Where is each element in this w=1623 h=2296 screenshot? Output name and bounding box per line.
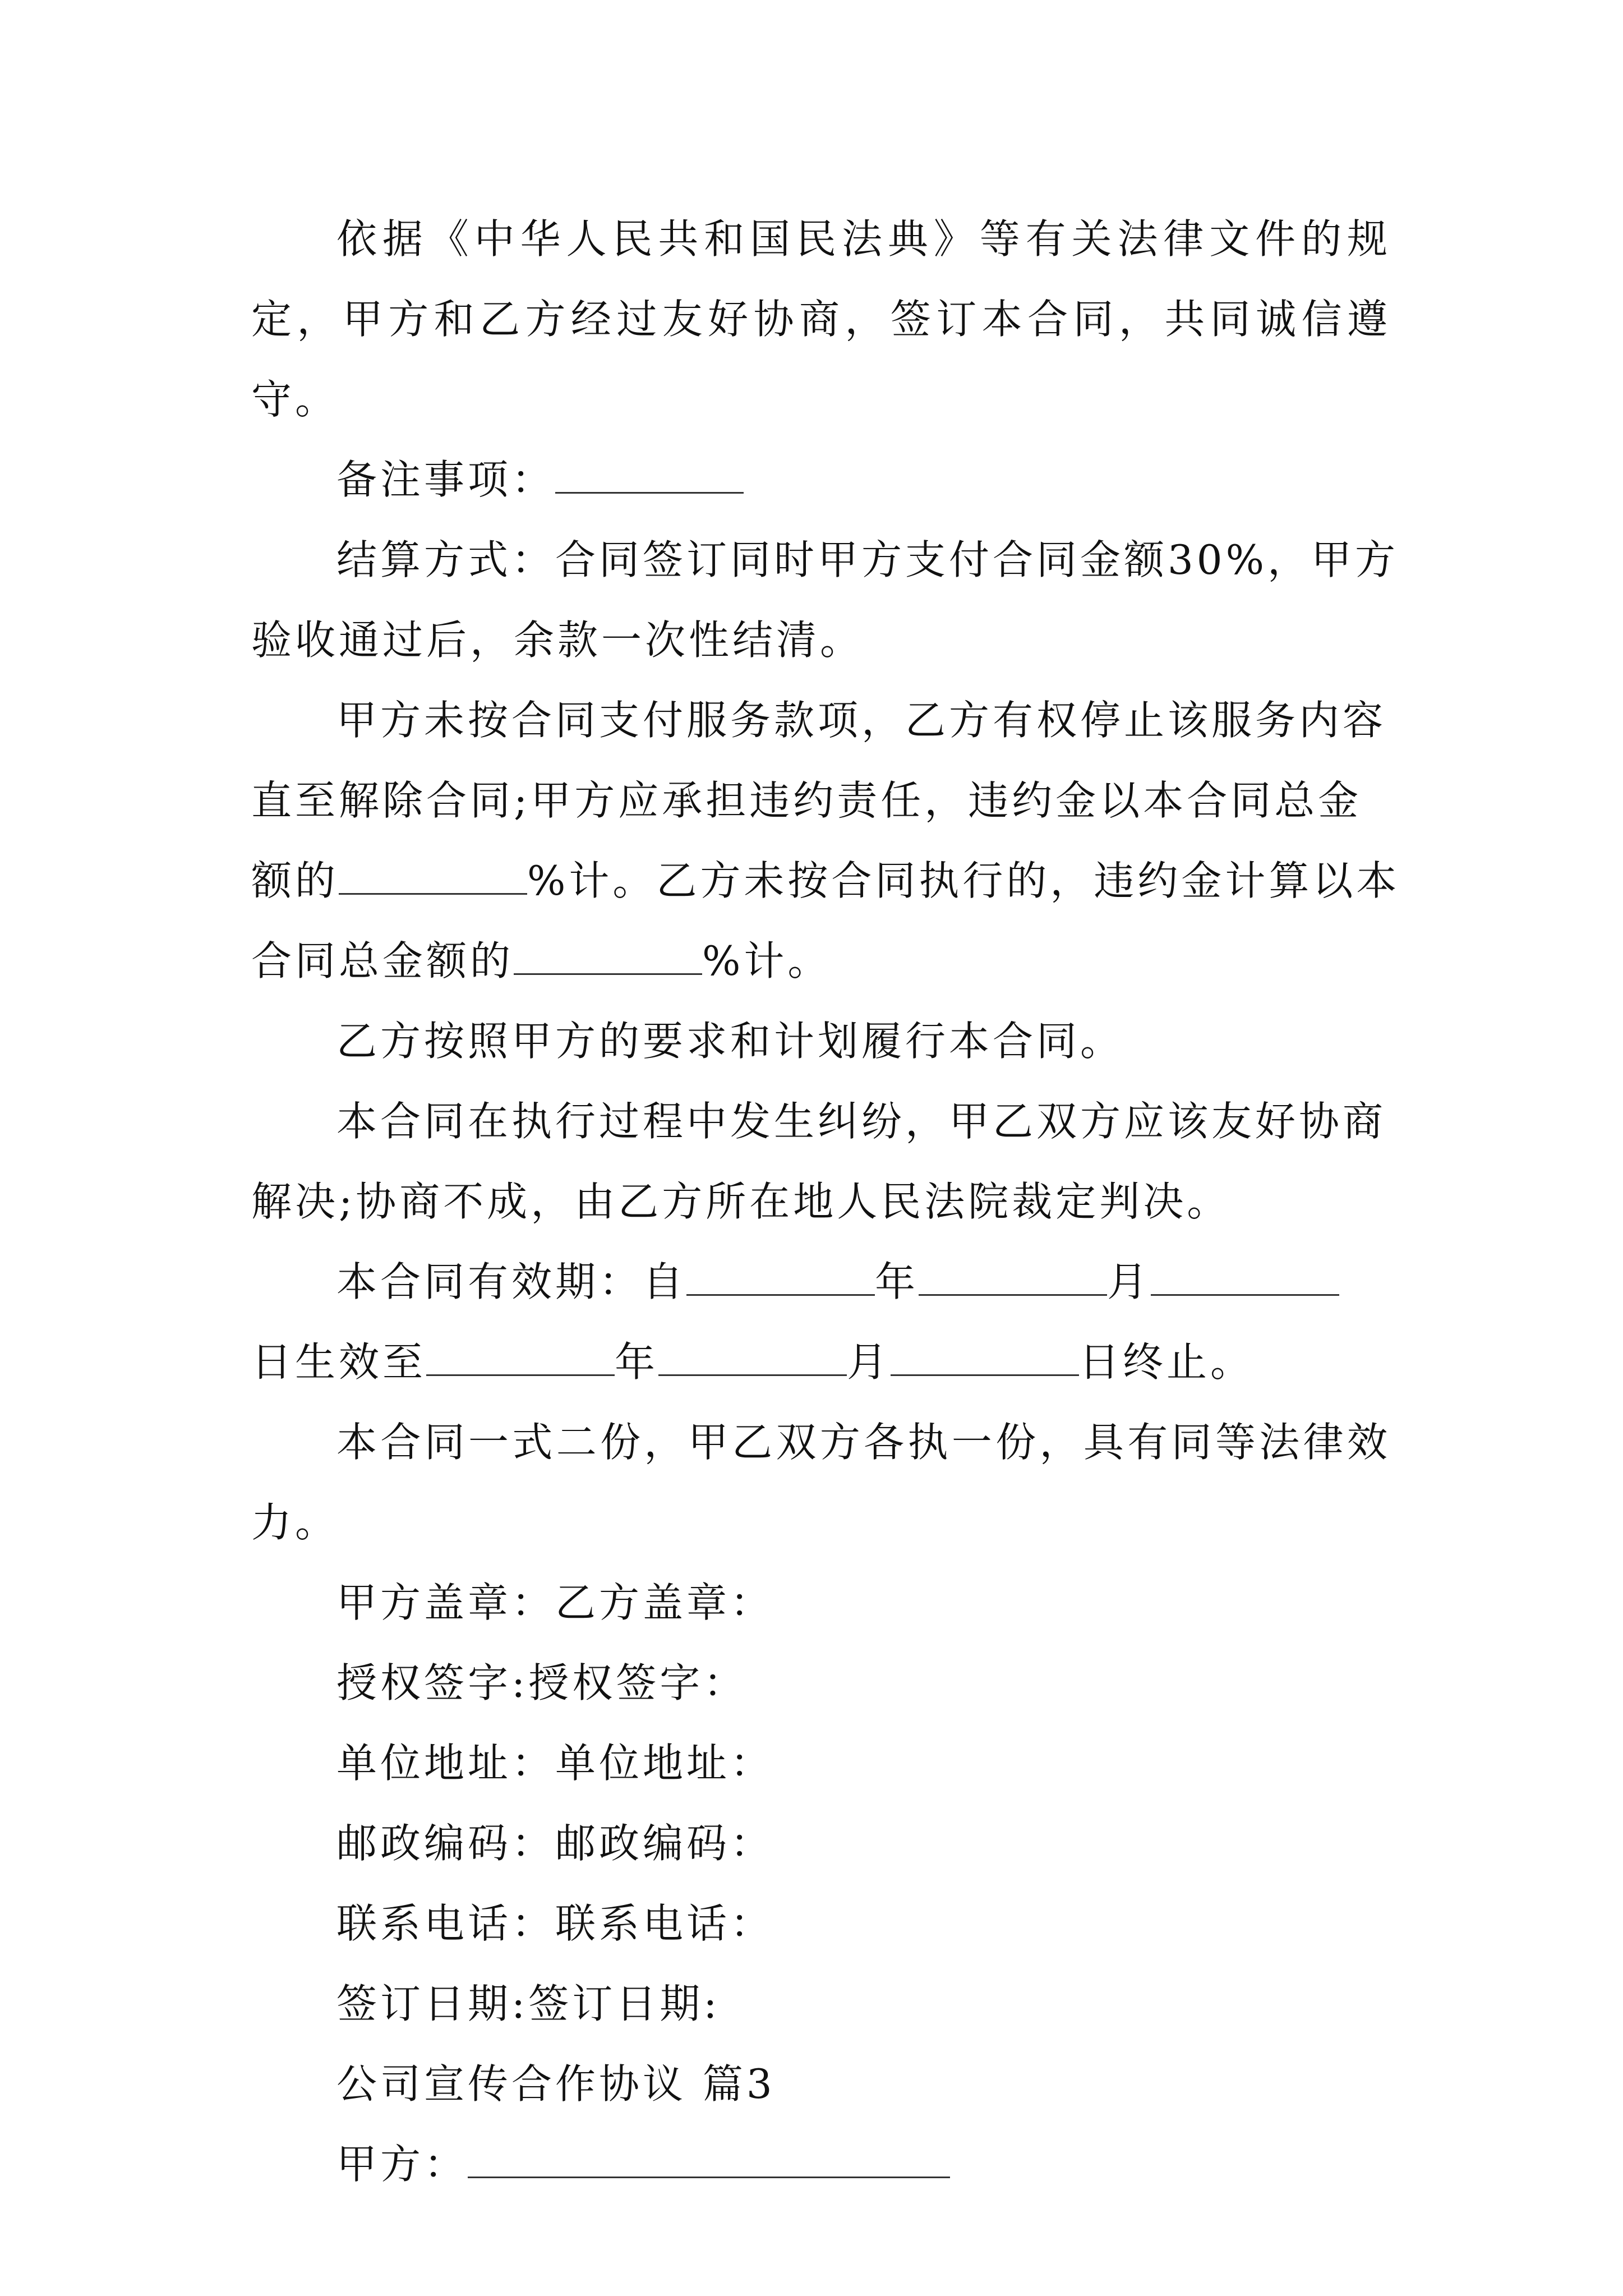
breach-text-b: %计。乙方未按合同执行的，违约金计算以本 <box>527 857 1400 904</box>
remarks-line <box>251 440 1391 520</box>
seal-line: 甲方盖章：乙方盖章： <box>336 1579 774 1626</box>
document-body <box>251 199 1400 2205</box>
effective-until-label: 日生效至 <box>251 1338 427 1386</box>
breach-text-d: %计。 <box>702 937 832 984</box>
start-day-blank <box>1151 1259 1339 1296</box>
remarks-blank <box>555 457 744 494</box>
performance-paragraph: 乙方按照甲方的要求和计划履行本合同。 <box>336 1018 1124 1065</box>
breach-line-4 <box>251 921 1391 1001</box>
validity-line-1 <box>251 1242 1391 1322</box>
breach-line-1: 甲方未按合同支付服务款项，乙方有权停止该服务内容 <box>336 697 1387 744</box>
end-month-blank <box>658 1340 847 1376</box>
party-a-label: 甲方： <box>336 2141 468 2188</box>
settlement-line-2: 验收通过后，余款一次性结清。 <box>251 616 864 664</box>
month-label-b: 月 <box>847 1338 891 1386</box>
dispute-line-1: 本合同在执行过程中发生纠纷，甲乙双方应该友好协商 <box>336 1098 1387 1145</box>
party-a-line <box>251 2124 1391 2205</box>
signing-date-line: 签订日期:签订日期: <box>336 1980 721 2027</box>
penalty-rate-blank-b <box>514 938 702 975</box>
address-line: 单位地址：单位地址： <box>336 1740 774 1787</box>
postal-code-line: 邮政编码：邮政编码： <box>336 1820 774 1867</box>
termination-label: 日终止。 <box>1079 1338 1255 1386</box>
remarks-label: 备注事项： <box>336 456 556 503</box>
breach-text-c: 合同总金额的 <box>251 937 514 984</box>
signature-line: 授权签字:授权签字： <box>336 1659 748 1706</box>
validity-line-2 <box>251 1322 1391 1402</box>
penalty-rate-blank-a <box>339 858 527 895</box>
start-month-blank <box>919 1259 1107 1296</box>
party-a-blank <box>468 2142 950 2178</box>
start-year-blank <box>686 1259 875 1296</box>
breach-line-3 <box>251 841 1400 921</box>
breach-line-2: 直至解除合同;甲方应承担违约责任，违约金以本合同总金 <box>251 777 1362 824</box>
end-day-blank <box>891 1340 1079 1376</box>
end-year-blank <box>426 1340 615 1376</box>
year-label-a: 年 <box>875 1258 919 1305</box>
year-label-b: 年 <box>615 1338 659 1386</box>
month-label-a: 月 <box>1107 1258 1151 1305</box>
section-heading: 公司宣传合作协议 篇3 <box>336 2060 776 2108</box>
copies-paragraph: 本合同一式二份，甲乙双方各执一份，具有同等法律效力。 <box>251 1419 1391 1546</box>
phone-line: 联系电话：联系电话： <box>336 1900 774 1947</box>
validity-from-label: 本合同有效期：自 <box>336 1258 687 1305</box>
legal-basis-paragraph: 依据《中华人民共和国民法典》等有关法律文件的规定，甲方和乙方经过友好协商，签订本合同，共同诚信遵守。 <box>251 215 1391 423</box>
settlement-line-1: 结算方式：合同签订同时甲方支付合同金额30%，甲方 <box>336 536 1399 583</box>
breach-text-a: 额的 <box>251 857 339 904</box>
dispute-line-2: 解决;协商不成，由乙方所在地人民法院裁定判决。 <box>251 1178 1231 1225</box>
